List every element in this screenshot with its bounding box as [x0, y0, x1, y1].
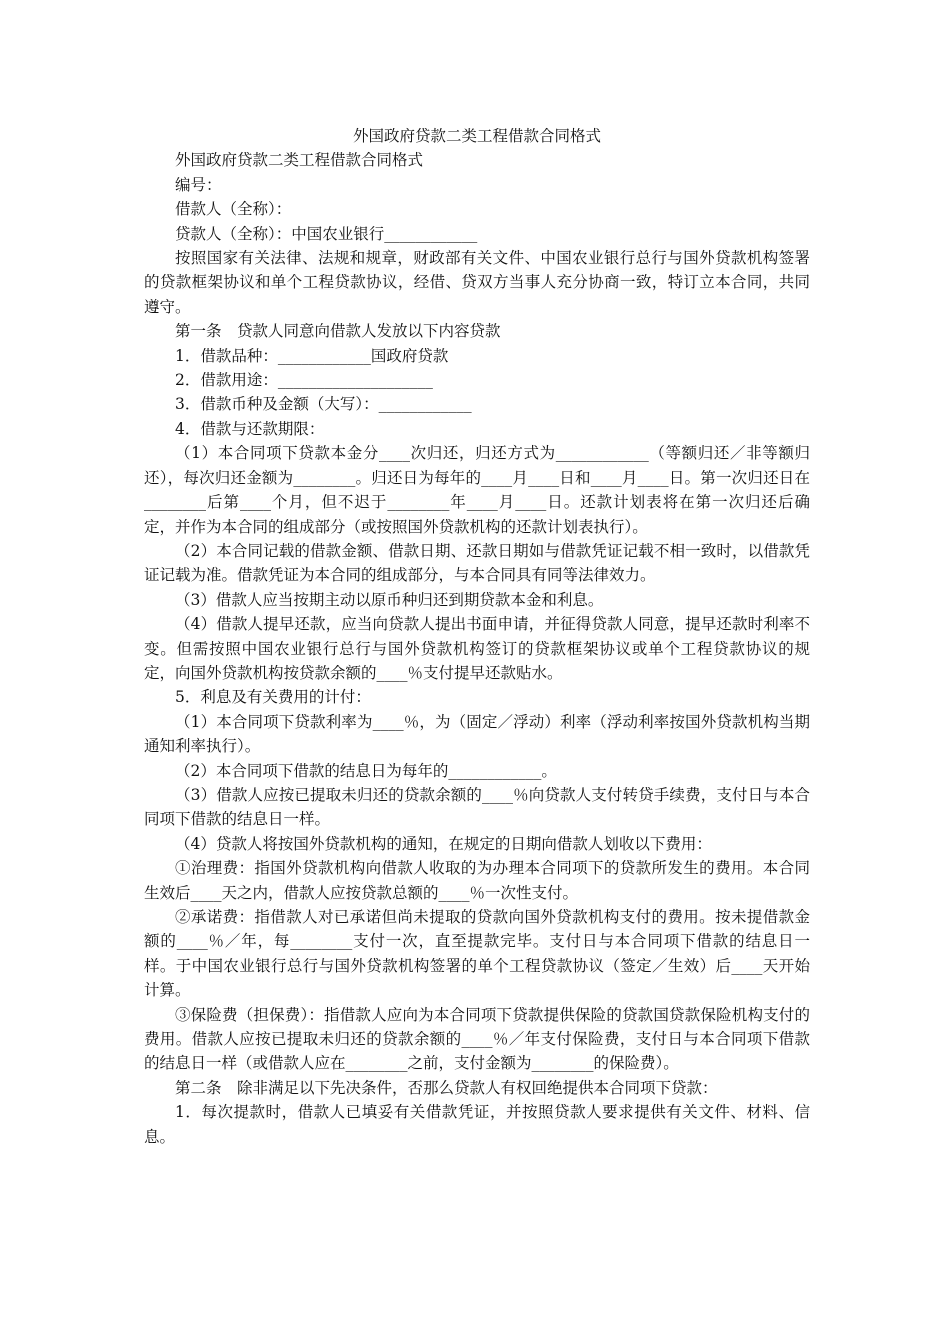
loan-term-heading: 4．借款与还款期限： — [175, 419, 325, 438]
repayment-clause-1: （1）本合同项下贷款本金分____次归还，归还方式为____________（等额归还／非等额归还），每次归还金额为________。归还日为每年的____月____日和____月____日。第一次归还日在________后第____个月，但不迟于________年____月____日。还款计划表将在第一次归还后确定，并作为本合同的组成部分（或按照国外贷款机构的还款计划表执行）。 — [144, 444, 810, 536]
management-fee-item: ①治理费：指国外贷款机构向借款人收取的为办理本合同项下的贷款所发生的费用。本合同生效后____天之内，借款人应按贷款总额的____％一次性支付。 — [144, 859, 810, 902]
interest-clause-1: （1）本合同项下贷款利率为____％，为（固定／浮动）利率（浮动利率按国外贷款机构当期通知利率执行）。 — [144, 712, 810, 756]
preamble-paragraph: 按照国家有关法律、法规和规章，财政部有关文件、中国农业银行总行与国外贷款机构签署的贷款框架协议和单个工程贷款协议，经借、贷双方当事人充分协商一致，特订立本合同，共同遵守。 — [144, 249, 810, 316]
repayment-clause-3: （3）借款人应当按期主动以原币种归还到期贷款本金和利息。 — [175, 590, 604, 609]
interest-clause-4: （4）贷款人将按国外贷款机构的通知，在规定的日期向借款人划收以下费用： — [175, 834, 712, 853]
interest-clause-2: （2）本合同项下借款的结息日为每年的____________。 — [175, 761, 557, 780]
precondition-item-1: 1．每次提款时，借款人已填妥有关借款凭证，并按照贷款人要求提供有关文件、材料、信息。 — [144, 1103, 810, 1146]
borrower-line: 借款人（全称）： — [175, 200, 292, 219]
document-title: 外国政府贷款二类工程借款合同格式 — [352, 127, 601, 145]
loan-purpose-item: 2．借款用途：____________________ — [175, 371, 433, 390]
interest-clause-3: （3）借款人应按已提取未归还的贷款余额的____％向贷款人支付转贷手续费，支付日与本合同项下借款的结息日一样。 — [144, 785, 810, 829]
interest-fees-heading: 5．利息及有关费用的计付： — [175, 688, 371, 707]
lender-line: 贷款人（全称）：中国农业银行____________ — [175, 224, 478, 243]
subtitle-paragraph: 外国政府贷款二类工程借款合同格式 — [175, 151, 424, 170]
insurance-fee-item: ③保险费（担保费）：指借款人应向为本合同项下贷款提供保险的贷款国贷款保险机构支付的费用。借款人应按已提取未归还的贷款余额的____％／年支付保险费，支付日与本合同项下借款的结息日一样（或借款人应在________之前，支付金额为________的保险费）。 — [144, 1005, 810, 1073]
article-two-heading: 第二条 除非满足以下先决条件，否那么贷款人有权回绝提供本合同项下贷款： — [175, 1078, 718, 1097]
article-one-heading: 第一条 贷款人同意向借款人发放以下内容贷款 — [175, 322, 501, 341]
loan-type-item: 1．借款品种：____________国政府贷款 — [175, 346, 449, 365]
repayment-clause-4: （4）借款人提早还款，应当向贷款人提出书面申请，并征得贷款人同意，提早还款时利率不变。但需按照中国农业银行总行与国外贷款机构签订的贷款框架协议或单个工程贷款协议的规定，向国外贷款机构按贷款余额的____％支付提早还款贴水。 — [144, 615, 810, 682]
contract-number-line: 编号： — [175, 175, 222, 194]
document-page — [144, 124, 810, 1149]
loan-currency-amount-item: 3．借款币种及金额（大写）：____________ — [175, 395, 472, 414]
repayment-clause-2: （2）本合同记载的借款金额、借款日期、还款日期如与借款凭证记载不相一致时，以借款凭证记载为准。借款凭证为本合同的组成部分，与本合同具有同等法律效力。 — [144, 541, 810, 585]
commitment-fee-item: ②承诺费：指借款人对已承诺但尚未提取的贷款向国外贷款机构支付的费用。按未提借款金额的____％／年，每________支付一次，直至提款完毕。支付日与本合同项下借款的结息日一样。于中国农业银行总行与国外贷款机构签署的单个工程贷款协议（签定／生效）后____天开始计算。 — [144, 908, 810, 1000]
